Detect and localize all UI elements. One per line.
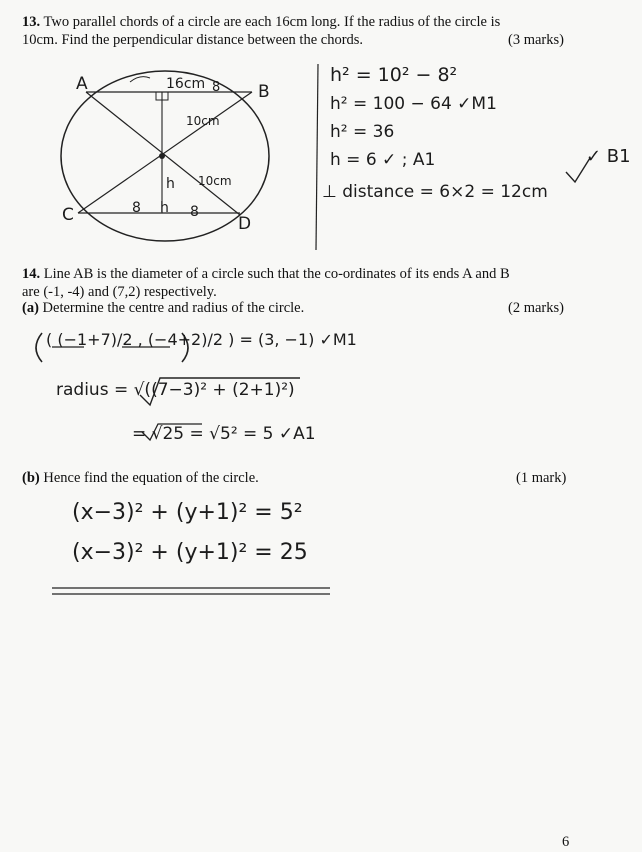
- q13-working-line5: ⊥ distance = 6×2 = 12cm: [322, 182, 548, 202]
- q14a-working-line3: = √25 = √5² = 5 ✓A1: [132, 424, 316, 444]
- q13-side-mark: ✓ B1: [586, 146, 631, 167]
- label-h: h: [166, 176, 175, 192]
- q14b-working-line2: (x−3)² + (y+1)² = 25: [72, 540, 308, 565]
- q14a-working-line2: radius = √((7−3)² + (2+1)²): [56, 380, 295, 400]
- q13-working-line4: h = 6 ✓ ; A1: [330, 150, 436, 170]
- arc-mark: [130, 77, 150, 82]
- q14a-working-line1: ( (−1+7)/2 , (−4+2)/2 ) = (3, −1) ✓M1: [46, 330, 357, 349]
- centre-point: [159, 153, 165, 159]
- q13-working-line3: h² = 36: [330, 122, 395, 142]
- label-bottom-right: 8: [190, 204, 199, 220]
- q14-question: [22, 266, 510, 283]
- label-top-chord: 16cm: [166, 76, 206, 92]
- q14b-question: [22, 470, 259, 487]
- q14a-marks: (2 marks): [508, 300, 564, 316]
- q14b-marks: (1 mark): [516, 470, 567, 486]
- q14-number: 14.: [22, 266, 41, 282]
- q14b-text: Hence find the equation of the circle.: [43, 470, 259, 486]
- label-d: D: [238, 214, 252, 234]
- q13-number: 13.: [22, 14, 41, 30]
- q14a-text: Determine the centre and radius of the circle.: [42, 300, 305, 316]
- q13-text-line2: 10cm. Find the perpendicular distance between the chords.: [22, 32, 364, 48]
- q14a-question: [22, 300, 304, 317]
- label-radius-top: 10cm: [186, 114, 220, 128]
- q14b-label: (b): [22, 470, 40, 486]
- q14a-label: (a): [22, 300, 39, 316]
- q13-text-line1: Two parallel chords of a circle are each 16cm long. If the radius of the circle is: [43, 14, 501, 30]
- label-top-half: 8: [212, 80, 221, 95]
- q14-question-line2: are (-1, -4) and (7,2) respectively.: [22, 284, 217, 300]
- diagonal-b-c: [78, 92, 252, 213]
- label-radius-bottom: 10cm: [198, 174, 232, 188]
- q14-text-line1: Line AB is the diameter of a circle such that the co-ordinates of its ends A and B: [43, 266, 510, 282]
- label-bottom-mid: h: [160, 200, 169, 216]
- q13-working-line2: h² = 100 − 64 ✓M1: [330, 94, 497, 114]
- page-number: 6: [562, 834, 570, 850]
- label-b: B: [258, 82, 270, 102]
- label-a: A: [76, 74, 88, 94]
- q13-marks: (3 marks): [508, 32, 564, 48]
- label-c: C: [62, 205, 74, 225]
- working-divider: [316, 64, 318, 250]
- q13-working-line1: h² = 10² − 8²: [330, 64, 458, 86]
- label-bottom-left: 8: [132, 200, 141, 216]
- paren-left: [36, 333, 42, 362]
- q14b-working-line1: (x−3)² + (y+1)² = 5²: [72, 500, 303, 525]
